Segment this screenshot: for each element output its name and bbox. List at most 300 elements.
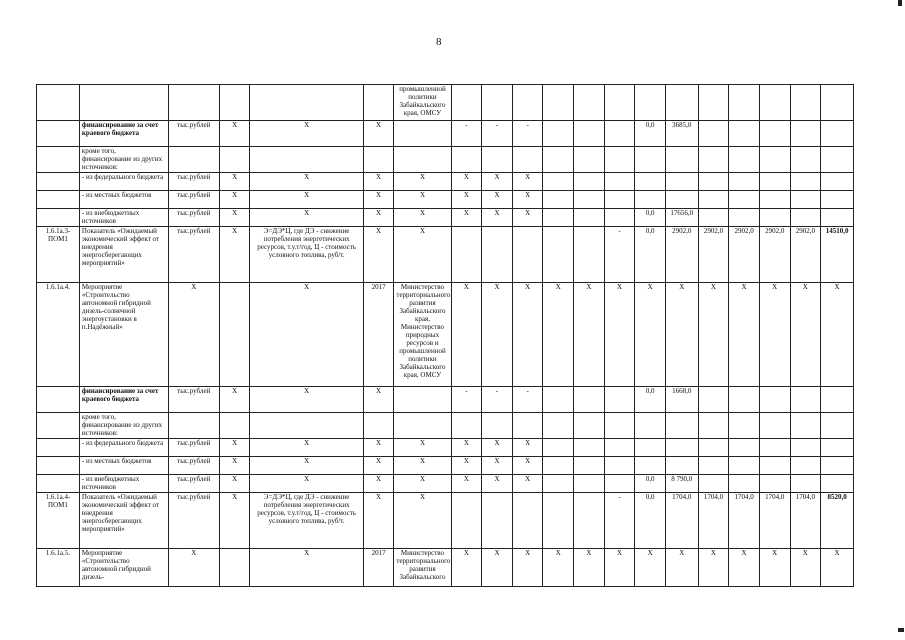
table-cell: [574, 121, 605, 147]
table-cell: X: [482, 457, 513, 475]
table-cell: X: [512, 475, 543, 493]
table-cell: X: [394, 457, 451, 475]
table-cell: - из внебюджетных источников: [79, 475, 168, 493]
table-cell: -: [482, 387, 513, 413]
table-cell: [759, 413, 790, 439]
table-cell: [604, 147, 635, 173]
table-cell: X: [482, 283, 513, 387]
table-cell: [37, 387, 80, 413]
table-cell: [168, 85, 219, 121]
table-cell: X: [363, 209, 394, 227]
table-cell: [821, 439, 854, 457]
table-cell: [604, 191, 635, 209]
table-cell: [729, 147, 760, 173]
table-cell: [635, 147, 666, 173]
table-cell: X: [512, 191, 543, 209]
table-cell: [821, 209, 854, 227]
table-cell: X: [250, 475, 363, 493]
table-cell: [604, 413, 635, 439]
table-cell: 1668,0: [665, 387, 698, 413]
table-cell: [543, 85, 574, 121]
table-cell: -: [512, 121, 543, 147]
table-cell: [790, 191, 821, 209]
table-cell: [729, 85, 760, 121]
table-cell: [37, 191, 80, 209]
table-cell: X: [363, 121, 394, 147]
table-cell: [759, 387, 790, 413]
table-cell: [759, 439, 790, 457]
table-cell: [759, 475, 790, 493]
table-cell: 2902,0: [698, 227, 729, 283]
table-cell: X: [363, 173, 394, 191]
table-cell: X: [394, 191, 451, 209]
table-cell: X: [250, 283, 363, 387]
table-cell: [729, 439, 760, 457]
table-cell: [790, 121, 821, 147]
table-cell: X: [512, 283, 543, 387]
table-cell: [635, 85, 666, 121]
table-cell: X: [698, 283, 729, 387]
table-cell: [729, 209, 760, 227]
table-cell: [574, 457, 605, 475]
table-cell: [635, 457, 666, 475]
table-cell: [821, 387, 854, 413]
table-cell: X: [394, 173, 451, 191]
table-cell: -: [604, 493, 635, 549]
table-cell: 0,0: [635, 227, 666, 283]
table-cell: [482, 413, 513, 439]
table-cell: [394, 147, 451, 173]
table-row: [37, 549, 854, 587]
table-row: [37, 191, 854, 209]
table-cell: [698, 439, 729, 457]
table-cell: [790, 387, 821, 413]
table-cell: [698, 173, 729, 191]
table-cell: [759, 191, 790, 209]
table-cell: 1.6.1а.4.: [37, 283, 80, 387]
table-cell: [37, 121, 80, 147]
table-cell: [250, 147, 363, 173]
table-cell: [543, 173, 574, 191]
table-cell: [821, 457, 854, 475]
table-cell: X: [604, 283, 635, 387]
table-cell: X: [219, 227, 250, 283]
table-cell: X: [821, 549, 854, 587]
table-cell: X: [363, 493, 394, 549]
corner-mark: [898, 0, 902, 6]
table-cell: [729, 387, 760, 413]
table-cell: [451, 147, 482, 173]
table-cell: X: [250, 549, 363, 587]
table-cell: [37, 85, 80, 121]
table-cell: X: [759, 549, 790, 587]
table-cell: [574, 475, 605, 493]
table-cell: Показатель «Ожидаемый экономический эффект от внедрения энергосберегающих мероприятий»: [79, 493, 168, 549]
table-row: [37, 387, 854, 413]
table-cell: [665, 147, 698, 173]
table-cell: тыс.рублей: [168, 209, 219, 227]
table-cell: [698, 457, 729, 475]
table-cell: [512, 227, 543, 283]
table-cell: X: [451, 457, 482, 475]
table-cell: тыс.рублей: [168, 475, 219, 493]
table-cell: тыс.рублей: [168, 191, 219, 209]
table-cell: [543, 227, 574, 283]
table-cell: промышленной политики Забайкальского края, ОМСУ: [394, 85, 451, 121]
table-cell: X: [512, 209, 543, 227]
table-cell: X: [219, 493, 250, 549]
table-cell: [635, 413, 666, 439]
table-cell: 3685,0: [665, 121, 698, 147]
table-cell: -: [451, 121, 482, 147]
table-cell: X: [574, 549, 605, 587]
table-cell: - из местных бюджетов: [79, 191, 168, 209]
table-cell: [790, 475, 821, 493]
table-cell: финансирование за счет краевого бюджета: [79, 387, 168, 413]
table-cell: [729, 413, 760, 439]
table-cell: X: [665, 549, 698, 587]
table-cell: [37, 173, 80, 191]
table-cell: [698, 85, 729, 121]
table-cell: [604, 173, 635, 191]
table-cell: [821, 85, 854, 121]
table-cell: X: [451, 209, 482, 227]
table-cell: X: [394, 475, 451, 493]
table-row: [37, 121, 854, 147]
table-cell: X: [219, 457, 250, 475]
table-cell: X: [729, 283, 760, 387]
table-cell: 0,0: [635, 387, 666, 413]
table-row: [37, 227, 854, 283]
table-cell: [729, 173, 760, 191]
table-cell: [604, 439, 635, 457]
table-cell: - из внебюджетных источников: [79, 209, 168, 227]
table-cell: [635, 191, 666, 209]
corner-mark: [898, 628, 904, 632]
table-row: [37, 493, 854, 549]
table-cell: [759, 209, 790, 227]
table-cell: [790, 209, 821, 227]
table-cell: X: [451, 173, 482, 191]
table-cell: [759, 85, 790, 121]
table-cell: [665, 439, 698, 457]
table-cell: [543, 493, 574, 549]
table-cell: [543, 439, 574, 457]
table-cell: Министерство территориального развития Забайкальского края, Министерство природных ресурсов и промышленной политики Забайкальского края, ОМСУ: [394, 283, 451, 387]
table-cell: [665, 85, 698, 121]
table-cell: [604, 387, 635, 413]
table-cell: кроме того, финансирование из других источников:: [79, 413, 168, 439]
table-cell: 2017: [363, 283, 394, 387]
table-cell: [790, 147, 821, 173]
table-cell: [363, 85, 394, 121]
table-cell: [250, 413, 363, 439]
table-cell: 14510,0: [821, 227, 854, 283]
table-cell: [482, 493, 513, 549]
table-cell: [543, 413, 574, 439]
table-cell: [543, 387, 574, 413]
table-cell: тыс.рублей: [168, 457, 219, 475]
table-cell: X: [250, 173, 363, 191]
table-cell: [759, 173, 790, 191]
table-cell: -: [512, 387, 543, 413]
table-cell: X: [451, 439, 482, 457]
table-cell: X: [451, 283, 482, 387]
table-cell: 2017: [363, 549, 394, 587]
table-cell: X: [363, 475, 394, 493]
table-cell: X: [250, 209, 363, 227]
table-cell: X: [482, 439, 513, 457]
table-cell: 1704,0: [729, 493, 760, 549]
table-cell: X: [250, 121, 363, 147]
table-cell: - из федерального бюджета: [79, 439, 168, 457]
table-cell: [604, 475, 635, 493]
table-cell: [168, 413, 219, 439]
table-cell: [37, 147, 80, 173]
table-cell: Министерство территориального развития Забайкальского: [394, 549, 451, 587]
table-cell: [821, 173, 854, 191]
table-cell: Мероприятие «Строительство автономной гибридной дизель-солнечной энергоустановки в п.Надёжный»: [79, 283, 168, 387]
table-cell: [759, 457, 790, 475]
table-cell: 8 790,0: [665, 475, 698, 493]
table-cell: 1704,0: [665, 493, 698, 549]
table-cell: [574, 209, 605, 227]
table-cell: 0,0: [635, 209, 666, 227]
table-cell: X: [394, 439, 451, 457]
table-cell: [543, 457, 574, 475]
table-cell: X: [219, 439, 250, 457]
table-cell: X: [219, 209, 250, 227]
table-cell: X: [512, 549, 543, 587]
table-cell: X: [219, 173, 250, 191]
table-cell: X: [250, 457, 363, 475]
table-cell: [543, 475, 574, 493]
table-cell: [543, 209, 574, 227]
table-cell: X: [512, 457, 543, 475]
table-cell: [512, 493, 543, 549]
table-cell: [394, 121, 451, 147]
table-cell: [574, 413, 605, 439]
table-cell: [698, 387, 729, 413]
table-cell: X: [363, 191, 394, 209]
table-cell: X: [219, 475, 250, 493]
plan-table: [36, 84, 854, 587]
page-number: 8: [436, 36, 442, 48]
table-cell: [790, 439, 821, 457]
table-cell: тыс.рублей: [168, 439, 219, 457]
table-row: [37, 413, 854, 439]
table-cell: [451, 227, 482, 283]
table-cell: 1.6.1а.4-ПОМ1: [37, 493, 80, 549]
table-cell: Показатель «Ожидаемый экономический эффект от внедрения энергосберегающих мероприятий»: [79, 227, 168, 283]
table-cell: 0,0: [635, 493, 666, 549]
table-cell: -: [604, 227, 635, 283]
table-cell: X: [604, 549, 635, 587]
table-cell: - из местных бюджетов: [79, 457, 168, 475]
table-cell: 2902,0: [665, 227, 698, 283]
table-cell: [574, 493, 605, 549]
table-cell: [482, 227, 513, 283]
table-cell: [790, 413, 821, 439]
table-cell: [698, 147, 729, 173]
table-cell: [729, 191, 760, 209]
table-cell: 1.6.1а.3-ПОМ1: [37, 227, 80, 283]
table-cell: [574, 147, 605, 173]
table-cell: [543, 191, 574, 209]
table-cell: [451, 413, 482, 439]
table-cell: [451, 493, 482, 549]
table-cell: X: [543, 549, 574, 587]
table-cell: [451, 85, 482, 121]
table-cell: [698, 209, 729, 227]
table-cell: [37, 413, 80, 439]
table-cell: 2902,0: [759, 227, 790, 283]
table-cell: X: [665, 283, 698, 387]
table-cell: X: [363, 457, 394, 475]
table-cell: [698, 191, 729, 209]
table-cell: [698, 121, 729, 147]
table-row: [37, 283, 854, 387]
table-cell: X: [759, 283, 790, 387]
table-cell: [759, 147, 790, 173]
table-cell: [604, 457, 635, 475]
table-cell: [729, 121, 760, 147]
table-cell: тыс.рублей: [168, 173, 219, 191]
table-cell: X: [219, 191, 250, 209]
table-cell: X: [168, 283, 219, 387]
table-cell: [363, 147, 394, 173]
table-cell: [394, 387, 451, 413]
table-cell: Мероприятие «Строительство автономной гибридной дизель-: [79, 549, 168, 587]
table-cell: [665, 457, 698, 475]
table-cell: [574, 85, 605, 121]
table-cell: 1704,0: [790, 493, 821, 549]
table-cell: X: [698, 549, 729, 587]
table-cell: X: [821, 283, 854, 387]
table-row: [37, 173, 854, 191]
table-cell: [574, 191, 605, 209]
table-cell: [219, 413, 250, 439]
table-cell: [79, 85, 168, 121]
table-cell: [543, 121, 574, 147]
table-cell: [698, 413, 729, 439]
table-cell: [635, 439, 666, 457]
table-cell: X: [543, 283, 574, 387]
table-cell: [219, 549, 250, 587]
table-cell: X: [729, 549, 760, 587]
table-cell: [219, 147, 250, 173]
table-cell: [665, 191, 698, 209]
table-cell: X: [512, 173, 543, 191]
table-cell: [394, 413, 451, 439]
table-cell: X: [168, 549, 219, 587]
table-cell: [665, 413, 698, 439]
table-cell: - из федерального бюджета: [79, 173, 168, 191]
table-cell: [219, 85, 250, 121]
table-cell: [790, 85, 821, 121]
table-cell: X: [250, 191, 363, 209]
table-cell: X: [394, 209, 451, 227]
table-cell: 2902,0: [790, 227, 821, 283]
table-cell: [512, 85, 543, 121]
table-cell: 17656,0: [665, 209, 698, 227]
table-row: [37, 209, 854, 227]
table-cell: [821, 147, 854, 173]
table-cell: [729, 457, 760, 475]
table-cell: X: [790, 283, 821, 387]
table-cell: [729, 475, 760, 493]
table-row: [37, 147, 854, 173]
table-cell: X: [394, 227, 451, 283]
table-cell: X: [250, 387, 363, 413]
table-cell: X: [363, 387, 394, 413]
table-cell: [604, 209, 635, 227]
table-cell: X: [482, 191, 513, 209]
table-cell: [37, 209, 80, 227]
table-row: [37, 475, 854, 493]
table-cell: [604, 121, 635, 147]
table-cell: X: [482, 475, 513, 493]
table-cell: X: [451, 191, 482, 209]
table-cell: [37, 475, 80, 493]
table-cell: X: [574, 283, 605, 387]
table-cell: тыс.рублей: [168, 121, 219, 147]
table-cell: [759, 121, 790, 147]
table-cell: [574, 439, 605, 457]
table-row: [37, 85, 854, 121]
table-cell: 0,0: [635, 475, 666, 493]
table-cell: [482, 85, 513, 121]
table-cell: [790, 457, 821, 475]
table-cell: X: [482, 209, 513, 227]
table-cell: X: [635, 549, 666, 587]
table-cell: 2902,0: [729, 227, 760, 283]
table-cell: X: [363, 227, 394, 283]
table-cell: 0,0: [635, 121, 666, 147]
table-cell: [790, 173, 821, 191]
table-cell: Э=ДЭ*Ц, где ДЭ - снижение потребления энергетических ресурсов, т.у.т/год, Ц - стоимость условного топлива, руб/т.: [250, 227, 363, 283]
table-cell: [698, 475, 729, 493]
table-cell: кроме того, финансирование из других источников:: [79, 147, 168, 173]
table-cell: X: [219, 121, 250, 147]
table-cell: X: [512, 439, 543, 457]
table-cell: X: [451, 475, 482, 493]
table-cell: X: [219, 387, 250, 413]
table-cell: X: [451, 549, 482, 587]
table-cell: [574, 387, 605, 413]
table-cell: [821, 475, 854, 493]
table-cell: [512, 413, 543, 439]
table-cell: [250, 85, 363, 121]
table-cell: [574, 173, 605, 191]
table-cell: [482, 147, 513, 173]
table-cell: Э=ДЭ*Ц, где ДЭ - снижение потребления энергетических ресурсов, т.у.т/год, Ц - стоимость условного топлива, руб/т.: [250, 493, 363, 549]
table-cell: -: [482, 121, 513, 147]
table-cell: [574, 227, 605, 283]
table-cell: X: [363, 439, 394, 457]
table-cell: 8520,0: [821, 493, 854, 549]
table-cell: [363, 413, 394, 439]
table-cell: 1.6.1а.5.: [37, 549, 80, 587]
table-cell: [37, 457, 80, 475]
table-cell: [604, 85, 635, 121]
table-row: [37, 457, 854, 475]
table-cell: тыс.рублей: [168, 387, 219, 413]
table-cell: X: [635, 283, 666, 387]
plan-table-wrapper: [36, 84, 854, 587]
table-cell: X: [790, 549, 821, 587]
table-cell: финансирование за счет краевого бюджета: [79, 121, 168, 147]
